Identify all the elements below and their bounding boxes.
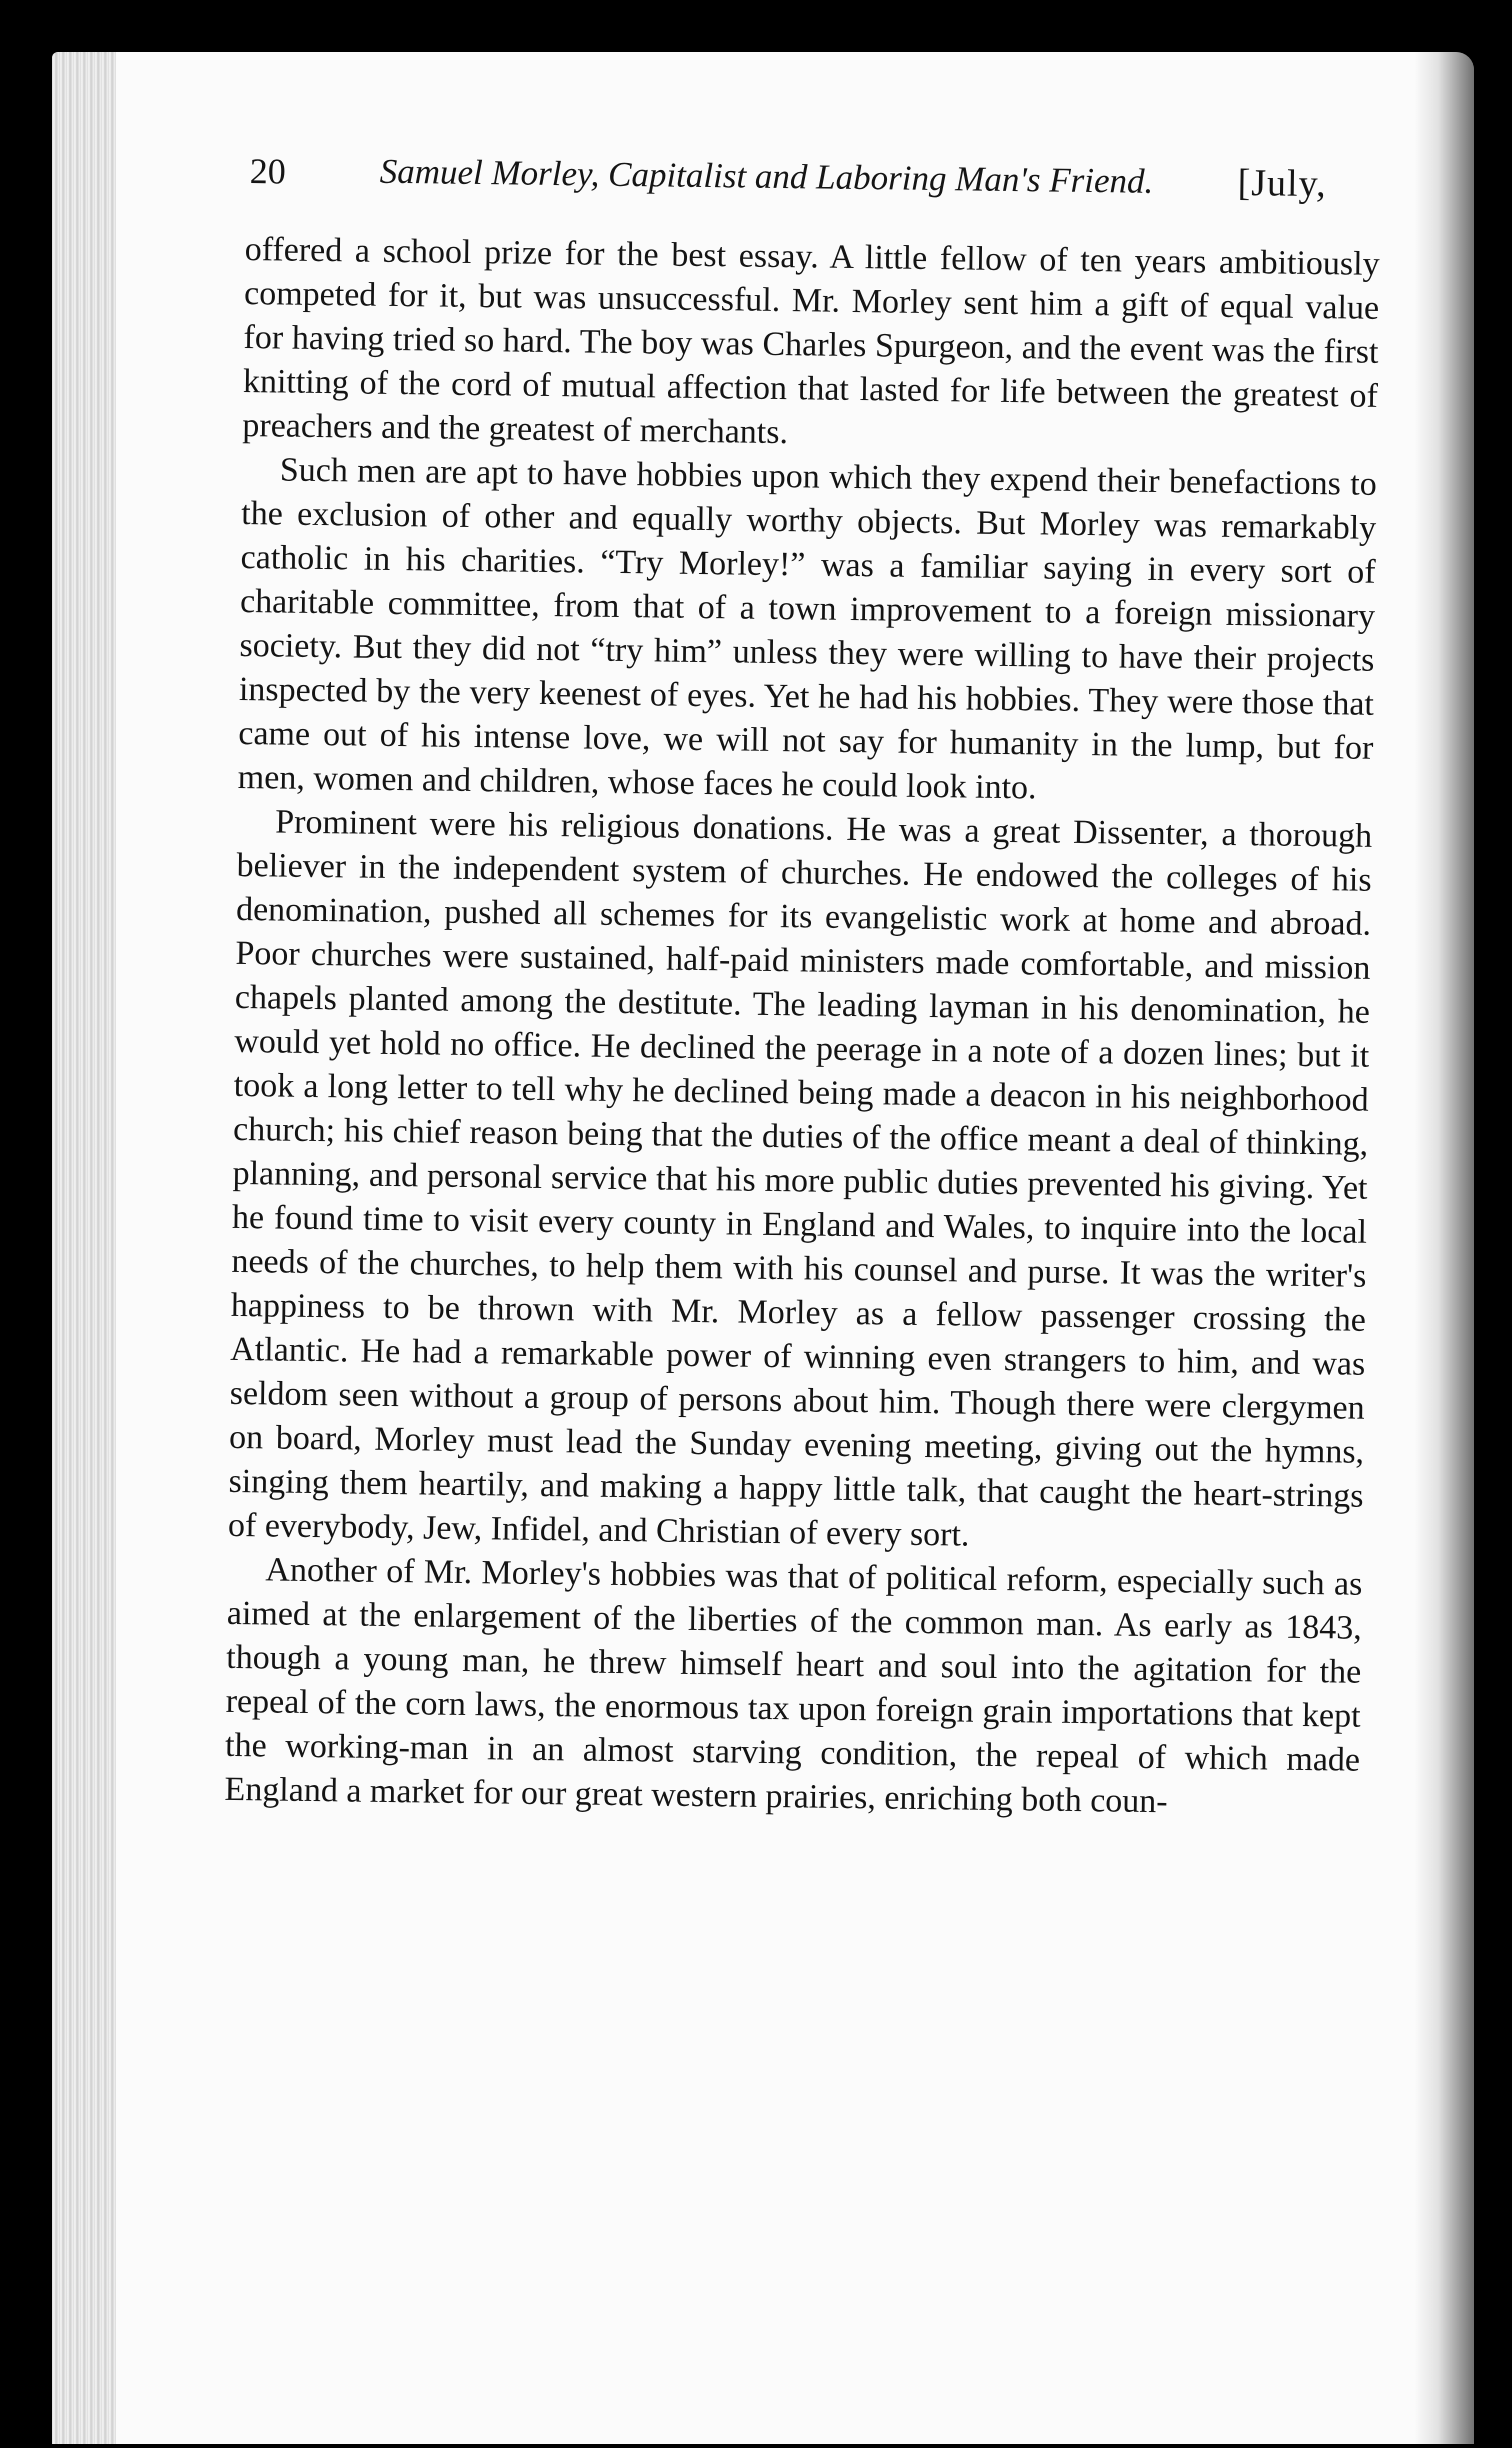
- paragraph: offered a school prize for the best essay. A little fellow of ten years ambitiously competed for it, but was unsuccessful. Mr. Morley sent him a gift of equal value for having tried so hard. The boy was Charles Spurgeon, and the event was the first knitting of the cord of mutual affection that lasted for life between the greatest of preachers and the greatest of merchants.: [242, 230, 1380, 452]
- paragraph: Prominent were his religious donations. He was a great Dissenter, a thorough believer in the independent system of churches. He endowed the colleges of his denomination, pushed all schemes for its evangelistic work at home and abroad. Poor churches were sustained, half-paid ministers made comfortable, and mission chapels planted among the destitute. The leading layman in his denomination, he would yet hold no office. He declined the peerage in a note of a dozen lines; but it took a long letter to tell why he declined being made a deacon in his neighborhood church; his chief reason being that the duties of the office meant a deal of thinking, planning, and personal service that his more public duties prevented his giving. Yet he found time to visit every county in England and Wales, to inquire into the local needs of the churches, to help them with his counsel and purse. It was the writer's happiness to be thrown with Mr. Morley as a fellow passenger crossing the Atlantic. He had a remarkable power of winning even strangers to him, and was seldom seen without a group of persons about him. Though there were clergymen on board, Morley must lead the Sunday evening meeting, giving out the hymns, singing them heartily, and making a happy little talk, that caught the heart-strings of everybody, Jew, Infidel, and Christian of every sort.: [227, 803, 1373, 1554]
- article-title: Samuel Morley, Capitalist and Laboring Man's Friend.: [379, 151, 1154, 201]
- paragraph: Another of Mr. Morley's hobbies was that of political reform, especially such as aimed at the enlargement of the liberties of the common man. As early as 1843, though a young man, he threw himself heart and soul into the agitation for the repeal of the corn laws, the enormous tax upon foreign grain importations that kept the working-man in an almost starving condition, the repeal of which made England a market for our great western prairies, enriching both coun-: [224, 1551, 1363, 1821]
- page-edge-shadow: [1414, 52, 1474, 2444]
- paragraph: Such men are apt to have hobbies upon which they expend their benefactions to the exclusion of other and equally worthy objects. But Morley was remarkably catholic in his charities. “Try Morley!” was a familiar saying in every sort of charitable committee, from that of a town improvement to a foreign missionary society. But they did not “try him” unless they were willing to have their projects inspected by the very keenest of eyes. Yet he had his hobbies. They were those that came out of his intense love, we will not say for humanity in the lump, but for men, women and children, whose faces he could look into.: [237, 451, 1377, 807]
- page-number: 20: [249, 150, 286, 192]
- page-gutter-edge: [52, 52, 116, 2444]
- issue-month: [July,: [1237, 161, 1327, 206]
- body-text: [224, 228, 1380, 1827]
